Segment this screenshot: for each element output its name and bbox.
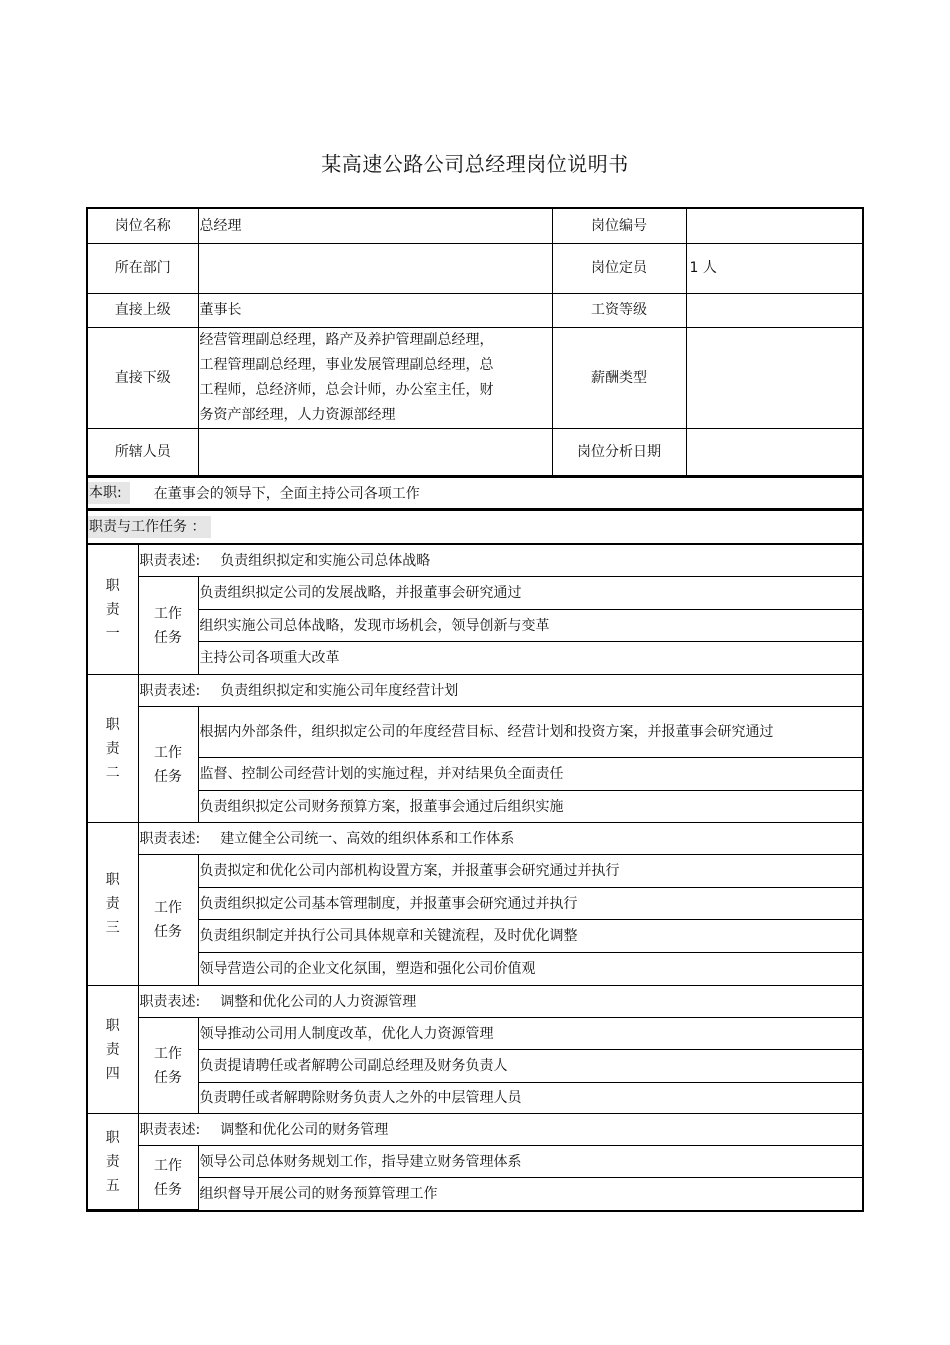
work-task-label (138, 855, 198, 986)
work-task-label-line: 工作 (154, 1045, 182, 1062)
subordinates-label: 直接下级 (88, 327, 198, 428)
duty-number-char: 职 (105, 577, 120, 594)
jurisdiction-label: 所辖人员 (88, 428, 198, 476)
duty-number-label (88, 823, 138, 986)
duty-description (138, 823, 862, 855)
duty-desc-text: 建立健全公司统一、高效的组织体系和工作体系 (220, 830, 515, 847)
duty-number-label (88, 1114, 138, 1210)
subordinates-line: 工程管理副总经理，事业发展管理副总经理，总 (199, 356, 494, 373)
duty-number-char: 职 (105, 716, 120, 733)
superior-label: 直接上级 (88, 293, 198, 327)
position-no-label: 岗位编号 (552, 209, 686, 243)
duties-header-row (86, 509, 864, 543)
work-task-item: 负责组织拟定公司的发展战略，并报董事会研究通过 (198, 577, 862, 610)
work-task-item: 监督、控制公司经营计划的实施过程，并对结果负全面责任 (198, 758, 862, 791)
position-no-value (686, 209, 862, 243)
work-task-label-line: 任务 (154, 629, 182, 646)
basic-info-table (86, 207, 864, 478)
duty-task-row (88, 1018, 862, 1050)
duty-desc-row (88, 545, 862, 577)
pay-type-value (686, 327, 862, 428)
work-task-item: 负责聘任或者解聘除财务负责人之外的中层管理人员 (198, 1083, 862, 1114)
work-task-label-line: 工作 (154, 900, 182, 916)
duty-number-label (88, 545, 138, 675)
work-task-label (138, 1018, 198, 1114)
duties-table (86, 543, 864, 1212)
duty-desc-text: 负责组织拟定和实施公司年度经营计划 (220, 682, 459, 699)
work-task-label (138, 577, 198, 675)
work-task-item: 领导推动公司用人制度改革，优化人力资源管理 (198, 1018, 862, 1050)
duty-number-char: 责 (105, 601, 120, 618)
analysis-date-label: 岗位分析日期 (552, 428, 686, 476)
work-task-item: 负责拟定和优化公司内部机构设置方案，并报董事会研究通过并执行 (198, 855, 862, 888)
duty-number-char: 三 (105, 920, 120, 936)
duty-number-char: 责 (105, 1153, 120, 1170)
work-task-item: 领导营造公司的企业文化氛围，塑造和强化公司价值观 (198, 953, 862, 986)
subordinates-line: 工程师，总经济师，总会计师，办公室主任，财 (199, 381, 494, 398)
duty-number-char: 职 (105, 1017, 120, 1034)
work-task-label-line: 任务 (154, 768, 182, 785)
work-task-item: 主持公司各项重大改革 (198, 642, 862, 675)
duty-description (138, 675, 862, 707)
duty-desc-row (88, 986, 862, 1018)
duty-desc-row (88, 823, 862, 855)
duty-task-row (88, 577, 862, 610)
work-task-item: 负责组织拟定公司财务预算方案，报董事会通过后组织实施 (198, 791, 862, 823)
headcount-value: 1 人 (686, 243, 862, 293)
duty-desc-text: 调整和优化公司的财务管理 (220, 1121, 389, 1138)
work-task-label-line: 工作 (154, 1157, 182, 1174)
duty-number-label (88, 675, 138, 823)
work-task-label-line: 任务 (154, 924, 182, 940)
duty-desc-text: 负责组织拟定和实施公司总体战略 (220, 552, 431, 569)
duty-description (138, 986, 862, 1018)
core-responsibility-value: 在董事会的领导下，全面主持公司各项工作 (153, 485, 420, 502)
duty-task-row (88, 920, 862, 953)
dept-label: 所在部门 (88, 243, 198, 293)
duty-task-row (88, 1146, 862, 1178)
page-title: 某高速公路公司总经理岗位说明书 (321, 152, 629, 176)
duty-task-row (88, 642, 862, 675)
duty-number-char: 职 (105, 872, 120, 888)
duty-task-row (88, 758, 862, 791)
work-task-item: 组织督导开展公司的财务预算管理工作 (198, 1178, 862, 1210)
duty-task-row (88, 707, 862, 758)
superior-value: 董事长 (198, 293, 552, 327)
duty-task-row (88, 610, 862, 642)
work-task-label-line: 工作 (154, 605, 182, 622)
duty-desc-label: 职责表述: (139, 552, 201, 569)
work-task-label (138, 707, 198, 823)
salary-grade-label: 工资等级 (552, 293, 686, 327)
duty-desc-label: 职责表述: (139, 993, 201, 1010)
duty-task-row (88, 855, 862, 888)
work-task-item: 负责组织制定并执行公司具体规章和关键流程，及时优化调整 (198, 920, 862, 953)
duty-number-char: 一 (105, 625, 120, 642)
duty-task-row (88, 791, 862, 823)
duties-header-label: 职责与工作任务 ： (88, 516, 211, 538)
work-task-label-line: 任务 (154, 1069, 182, 1086)
duty-number-char: 二 (105, 764, 120, 781)
duty-desc-row (88, 675, 862, 707)
jurisdiction-value (198, 428, 552, 476)
work-task-label (138, 1146, 198, 1210)
work-task-item: 根据内外部条件，组织拟定公司的年度经营目标、经营计划和投资方案，并报董事会研究通过 (198, 707, 862, 758)
duty-number-char: 五 (105, 1177, 120, 1194)
duty-number-char: 四 (105, 1065, 120, 1082)
work-task-item: 组织实施公司总体战略，发现市场机会，领导创新与变革 (198, 610, 862, 642)
subordinates-line: 务资产部经理，人力资源部经理 (199, 406, 396, 423)
position-name-label: 岗位名称 (88, 209, 198, 243)
duty-number-label (88, 986, 138, 1114)
duty-desc-label: 职责表述: (139, 682, 201, 699)
work-task-item: 领导公司总体财务规划工作，指导建立财务管理体系 (198, 1146, 862, 1178)
subordinates-line: 经营管理副总经理，路产及养护管理副总经理， (199, 331, 494, 348)
duty-number-char: 责 (105, 1041, 120, 1058)
duty-task-row (88, 888, 862, 920)
duty-desc-label: 职责表述: (139, 1121, 201, 1138)
subordinates-value (198, 327, 552, 428)
work-task-item: 负责提请聘任或者解聘公司副总经理及财务负责人 (198, 1050, 862, 1083)
pay-type-label: 薪酬类型 (552, 327, 686, 428)
duty-task-row (88, 1050, 862, 1083)
work-task-item: 负责组织拟定公司基本管理制度，并报董事会研究通过并执行 (198, 888, 862, 920)
duty-description (138, 1114, 862, 1146)
work-task-label-line: 任务 (154, 1181, 182, 1198)
work-task-label-line: 工作 (154, 744, 182, 761)
dept-value (198, 243, 552, 293)
duty-description (138, 545, 862, 577)
core-responsibility-row (86, 475, 864, 510)
core-responsibility-label: 本职: (88, 482, 130, 504)
duty-number-char: 责 (105, 896, 120, 912)
duty-desc-row (88, 1114, 862, 1146)
duty-desc-text: 调整和优化公司的人力资源管理 (220, 993, 417, 1010)
duty-desc-label: 职责表述: (139, 830, 201, 847)
position-name-value: 总经理 (198, 209, 552, 243)
analysis-date-value (686, 428, 862, 476)
duty-number-char: 责 (105, 740, 120, 757)
duty-task-row (88, 1178, 862, 1210)
duty-task-row (88, 953, 862, 986)
duty-number-char: 职 (105, 1129, 120, 1146)
salary-grade-value (686, 293, 862, 327)
duty-task-row (88, 1083, 862, 1114)
headcount-label: 岗位定员 (552, 243, 686, 293)
